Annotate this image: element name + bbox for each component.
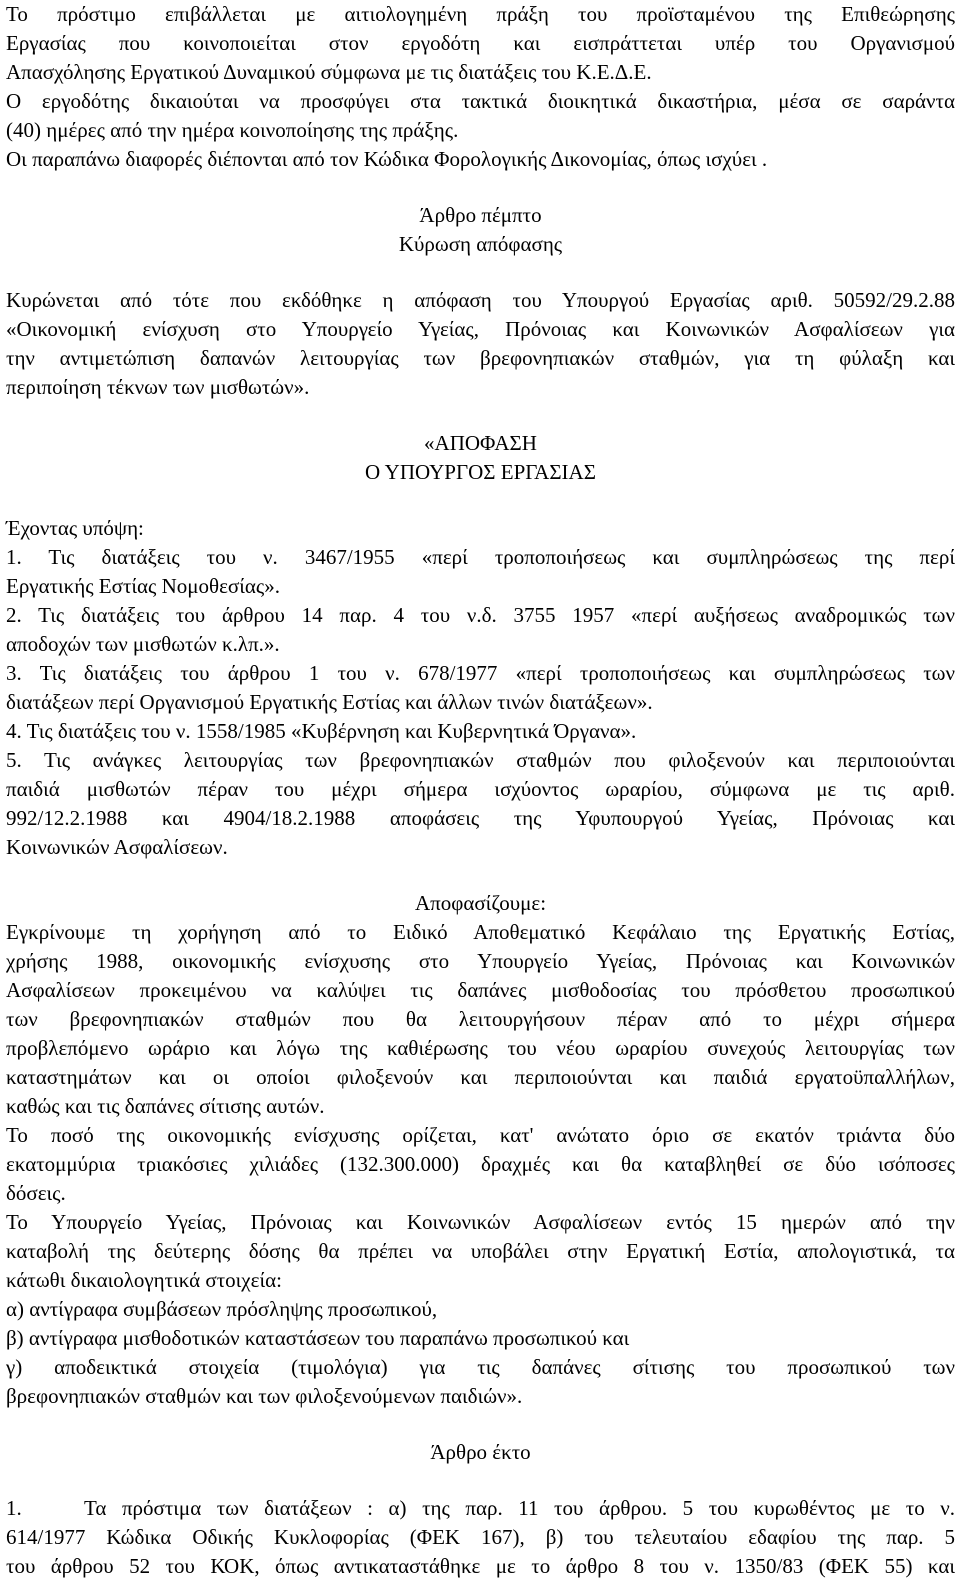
list-item: 1. Τις διατάξεις του ν. 3467/1955 «περί τροποποιήσεως και συμπληρώσεως της περί: [6, 545, 955, 569]
text-line: Το Υπουργείο Υγείας, Πρόνοιας και Κοινωνικών Ασφαλίσεων εντός 15 ημερών από την: [6, 1210, 955, 1234]
list-item: αποδοχών των μισθωτών κ.λπ.».: [6, 632, 280, 656]
list-item: β) αντίγραφα μισθοδοτικών καταστάσεων του παραπάνω προσωπικού και: [6, 1326, 630, 1350]
text-line: Τα πρόστιμα των διατάξεων : α) της παρ. 11 του άρθρου. 5 του κυρωθέντος με το ν.: [84, 1496, 955, 1520]
list-item: 5. Τις ανάγκες λειτουργίας των βρεφονηπιακών σταθμών που φιλοξενούν και περιποιούνται: [6, 748, 955, 772]
list-item: διατάξεων περί Οργανισμού Εργατικής Εστίας και άλλων τινών διατάξεων».: [6, 690, 653, 714]
list-item: 992/12.2.1988 και 4904/18.2.1988 αποφάσεις της Υφυπουργού Υγείας, Πρόνοιας και: [6, 806, 955, 830]
text-line: Οι παραπάνω διαφορές διέπονται από τον Κώδικα Φορολογικής Δικονομίας, όπως ισχύει .: [6, 147, 768, 171]
text-line: την αντιμετώπιση δαπανών λειτουργίας των βρεφονηπιακών σταθμών, για τη φύλαξη και: [6, 346, 955, 370]
text-line: Ο εργοδότης δικαιούται να προσφύγει στα τακτικά διοικητικά δικαστήρια, μέσα σε σαράντα: [6, 89, 955, 113]
list-item: 2. Τις διατάξεις του άρθρου 14 παρ. 4 του ν.δ. 3755 1957 «περί αυξήσεως αναδρομικώς των: [6, 603, 955, 627]
text-line: των βρεφονηπιακών σταθμών που θα λειτουργήσουν πέραν από το μέχρι σήμερα: [6, 1007, 955, 1031]
text-line: καταβολή της δεύτερης δόσης θα πρέπει να υποβάλει στην Εργατική Εστία, απολογιστικά, τα: [6, 1239, 955, 1263]
we-decide-heading: Αποφασίζουμε:: [414, 891, 547, 915]
text-line: του άρθρου 52 του ΚΟΚ, όπως αντικαταστάθηκε με το άρθρο 8 του ν. 1350/83 (ΦΕΚ 55) και: [6, 1554, 955, 1578]
text-line: (40) ημέρες από την ημέρα κοινοποίησης της πράξης.: [6, 118, 459, 142]
numbered-line: [6, 1494, 955, 1523]
text-line: περιποίηση τέκνων των μισθωτών».: [6, 375, 310, 399]
text-line: Εγκρίνουμε τη χορήγηση από το Ειδικό Αποθεματικό Κεφάλαιο της Εργατικής Εστίας,: [6, 920, 955, 944]
list-item: α) αντίγραφα συμβάσεων πρόσληψης προσωπικού,: [6, 1297, 438, 1321]
list-item: 4. Τις διατάξεις του ν. 1558/1985 «Κυβέρνηση και Κυβερνητικά Όργανα».: [6, 719, 637, 743]
text-line: δόσεις.: [6, 1181, 66, 1205]
text-line: καταστημάτων και οι οποίοι φιλοξενούν και περιποιούνται και παιδιά εργατοϋπαλλήλων,: [6, 1065, 955, 1089]
text-line: Εργασίας που κοινοποιείται στον εργοδότη και εισπράττεται υπέρ του Οργανισμού: [6, 31, 955, 55]
text-line: εκατομμύρια τριακόσιες χιλιάδες (132.300.000) δραχμές και θα καταβληθεί σε δύο ισόποσες: [6, 1152, 955, 1176]
text-line: Απασχόλησης Εργατικού Δυναμικού σύμφωνα με τις διατάξεις του Κ.Ε.Δ.Ε.: [6, 60, 652, 84]
text-line: 614/1977 Κώδικα Οδικής Κυκλοφορίας (ΦΕΚ 167), β) του τελευταίου εδαφίου της παρ. 5: [6, 1525, 955, 1549]
text-line: Κυρώνεται από τότε που εκδόθηκε η απόφαση του Υπουργού Εργασίας αριθ. 50592/29.2.88: [6, 288, 955, 312]
list-item: Εργατικής Εστίας Νομοθεσίας».: [6, 574, 280, 598]
decision-subtitle: Ο ΥΠΟΥΡΓΟΣ ΕΡΓΑΣΙΑΣ: [365, 460, 596, 484]
list-number: 1.: [6, 1496, 22, 1520]
text-line: Το πρόστιμο επιβάλλεται με αιτιολογημένη πράξη του προϊσταμένου της Επιθεώρησης: [6, 2, 955, 26]
text-line: Ασφαλίσεων προκειμένου να καλύψει τις δαπάνες μισθοδοσίας του πρόσθετου προσωπικού: [6, 978, 955, 1002]
list-item: 3. Τις διατάξεις του άρθρου 1 του ν. 678/1977 «περί τροποποιήσεως και συμπληρώσεως των: [6, 661, 955, 685]
article-5-subtitle: Κύρωση απόφασης: [398, 232, 563, 256]
text-line: «Οικονομική ενίσχυση στο Υπουργείο Υγείας, Πρόνοιας και Κοινωνικών Ασφαλίσεων για: [6, 317, 955, 341]
text-line: χρήσης 1988, οικονομικής ενίσχυσης στο Υπουργείο Υγείας, Πρόνοιας και Κοινωνικών: [6, 949, 955, 973]
text-line: κάτωθι δικαιολογητικά στοιχεία:: [6, 1268, 282, 1292]
considering-label: Έχοντας υπόψη:: [6, 516, 144, 540]
article-6-title: Άρθρο έκτο: [430, 1440, 531, 1464]
list-item: γ) αποδεικτικά στοιχεία (τιμολόγια) για τις δαπάνες σίτισης του προσωπικού των: [6, 1355, 955, 1379]
text-line: προβλεπόμενο ωράριο και λόγω της καθιέρωσης του νέου ωραρίου συνεχούς λειτουργίας των: [6, 1036, 955, 1060]
decision-title: «ΑΠΟΦΑΣΗ: [424, 431, 537, 455]
text-line: Το ποσό της οικονομικής ενίσχυσης ορίζεται, κατ' ανώτατο όριο σε εκατόν τριάντα δύο: [6, 1123, 955, 1147]
article-5-title: Άρθρο πέμπτο: [419, 203, 542, 227]
list-item: Κοινωνικών Ασφαλίσεων.: [6, 835, 228, 859]
text-line: καθώς και τις δαπάνες σίτισης αυτών.: [6, 1094, 325, 1118]
list-item: βρεφονηπιακών σταθμών και των φιλοξενούμενων παιδιών».: [6, 1384, 523, 1408]
list-item: παιδιά μισθωτών πέραν του μέχρι σήμερα ισχύοντος ωραρίου, σύμφωνα με τις αριθ.: [6, 777, 955, 801]
